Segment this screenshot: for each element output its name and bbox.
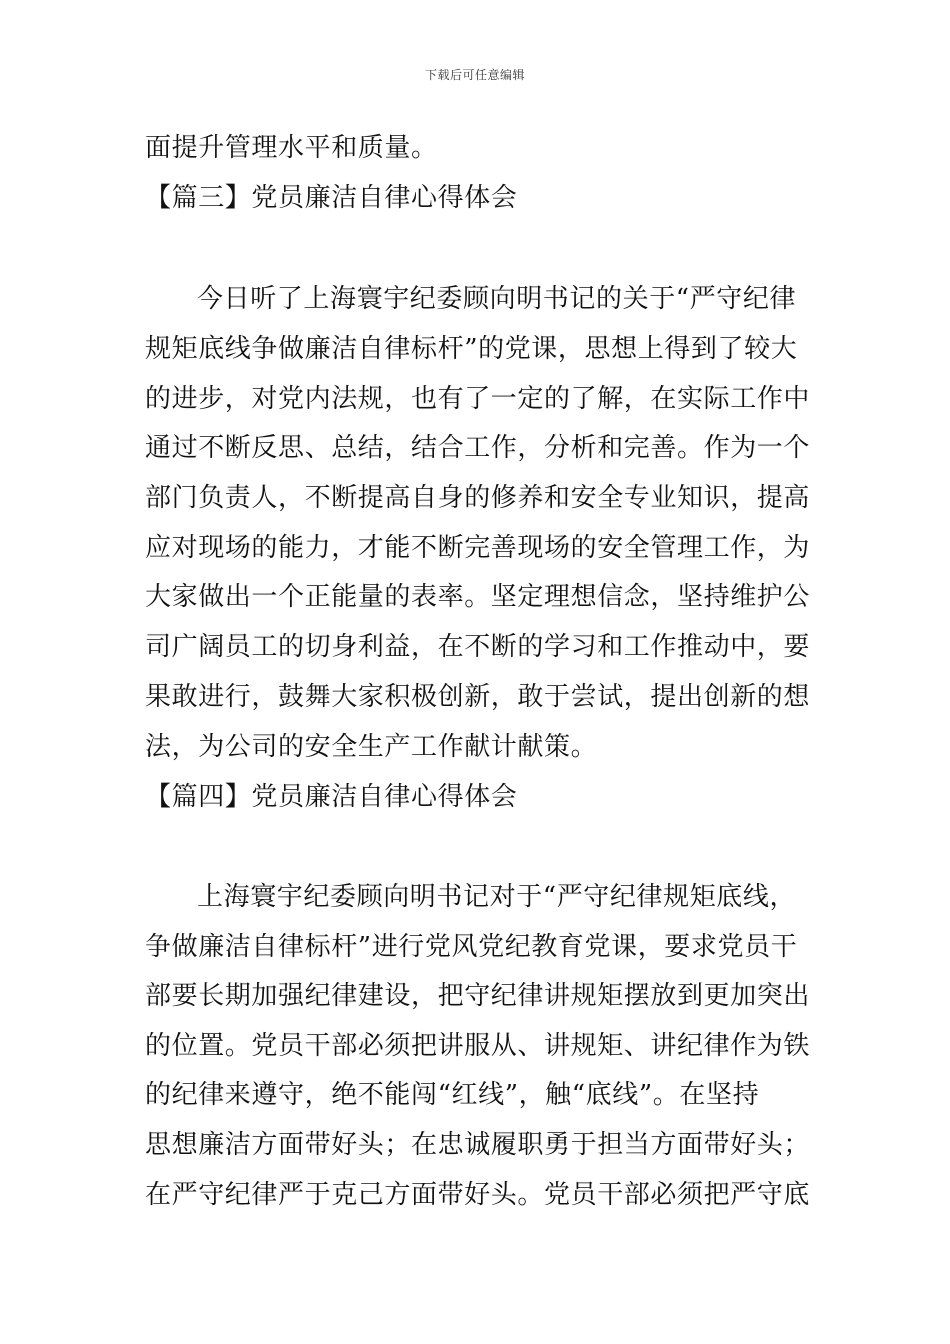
text-line: 部要长期加强纪律建设，把守纪律讲规矩摆放到更加突出 bbox=[145, 981, 811, 1011]
section-heading-4: 【篇四】党员廉洁自律心得体会 bbox=[145, 782, 518, 812]
text-line: 的位置。党员干部必须把讲服从、讲规矩、讲纪律作为铁 bbox=[145, 1031, 811, 1061]
text-line: 思想廉洁方面带好头；在忠诚履职勇于担当方面带好头； bbox=[145, 1130, 811, 1160]
text-line: 大家做出一个正能量的表率。坚定理想信念，坚持维护公 bbox=[145, 582, 811, 612]
text-line: 规矩底线争做廉洁自律标杆”的党课，思想上得到了较大 bbox=[145, 334, 798, 364]
text-line: 面提升管理水平和质量。 bbox=[145, 133, 438, 163]
text-line: 法，为公司的安全生产工作献计献策。 bbox=[145, 732, 598, 762]
text-line: 通过不断反思、总结，结合工作，分析和完善。作为一个 bbox=[145, 433, 811, 463]
text-line: 在严守纪律严于克己方面带好头。党员干部必须把严守底 bbox=[145, 1180, 811, 1210]
text-line: 应对现场的能力，才能不断完善现场的安全管理工作，为 bbox=[145, 533, 811, 563]
text-line: 争做廉洁自律标杆”进行党风党纪教育党课，要求党员干 bbox=[145, 932, 798, 962]
section-heading-3: 【篇三】党员廉洁自律心得体会 bbox=[145, 183, 518, 213]
text-line: 今日听了上海寰宇纪委顾向明书记的关于“严守纪律 bbox=[197, 284, 797, 314]
text-line: 的进步，对党内法规，也有了一定的了解，在实际工作中 bbox=[145, 384, 811, 414]
text-line: 司广阔员工的切身利益，在不断的学习和工作推动中，要 bbox=[145, 632, 811, 662]
text-line: 的纪律来遵守，绝不能闯“红线”，触“底线”。在坚持 bbox=[145, 1080, 760, 1110]
header-note: 下载后可任意编辑 bbox=[424, 68, 525, 82]
text-line: 果敢进行，鼓舞大家积极创新，敢于尝试，提出创新的想 bbox=[145, 682, 811, 712]
text-line: 部门负责人，不断提高自身的修养和安全专业知识，提高 bbox=[145, 483, 811, 513]
text-line: 上海寰宇纪委顾向明书记对于“严守纪律规矩底线， bbox=[197, 882, 797, 912]
